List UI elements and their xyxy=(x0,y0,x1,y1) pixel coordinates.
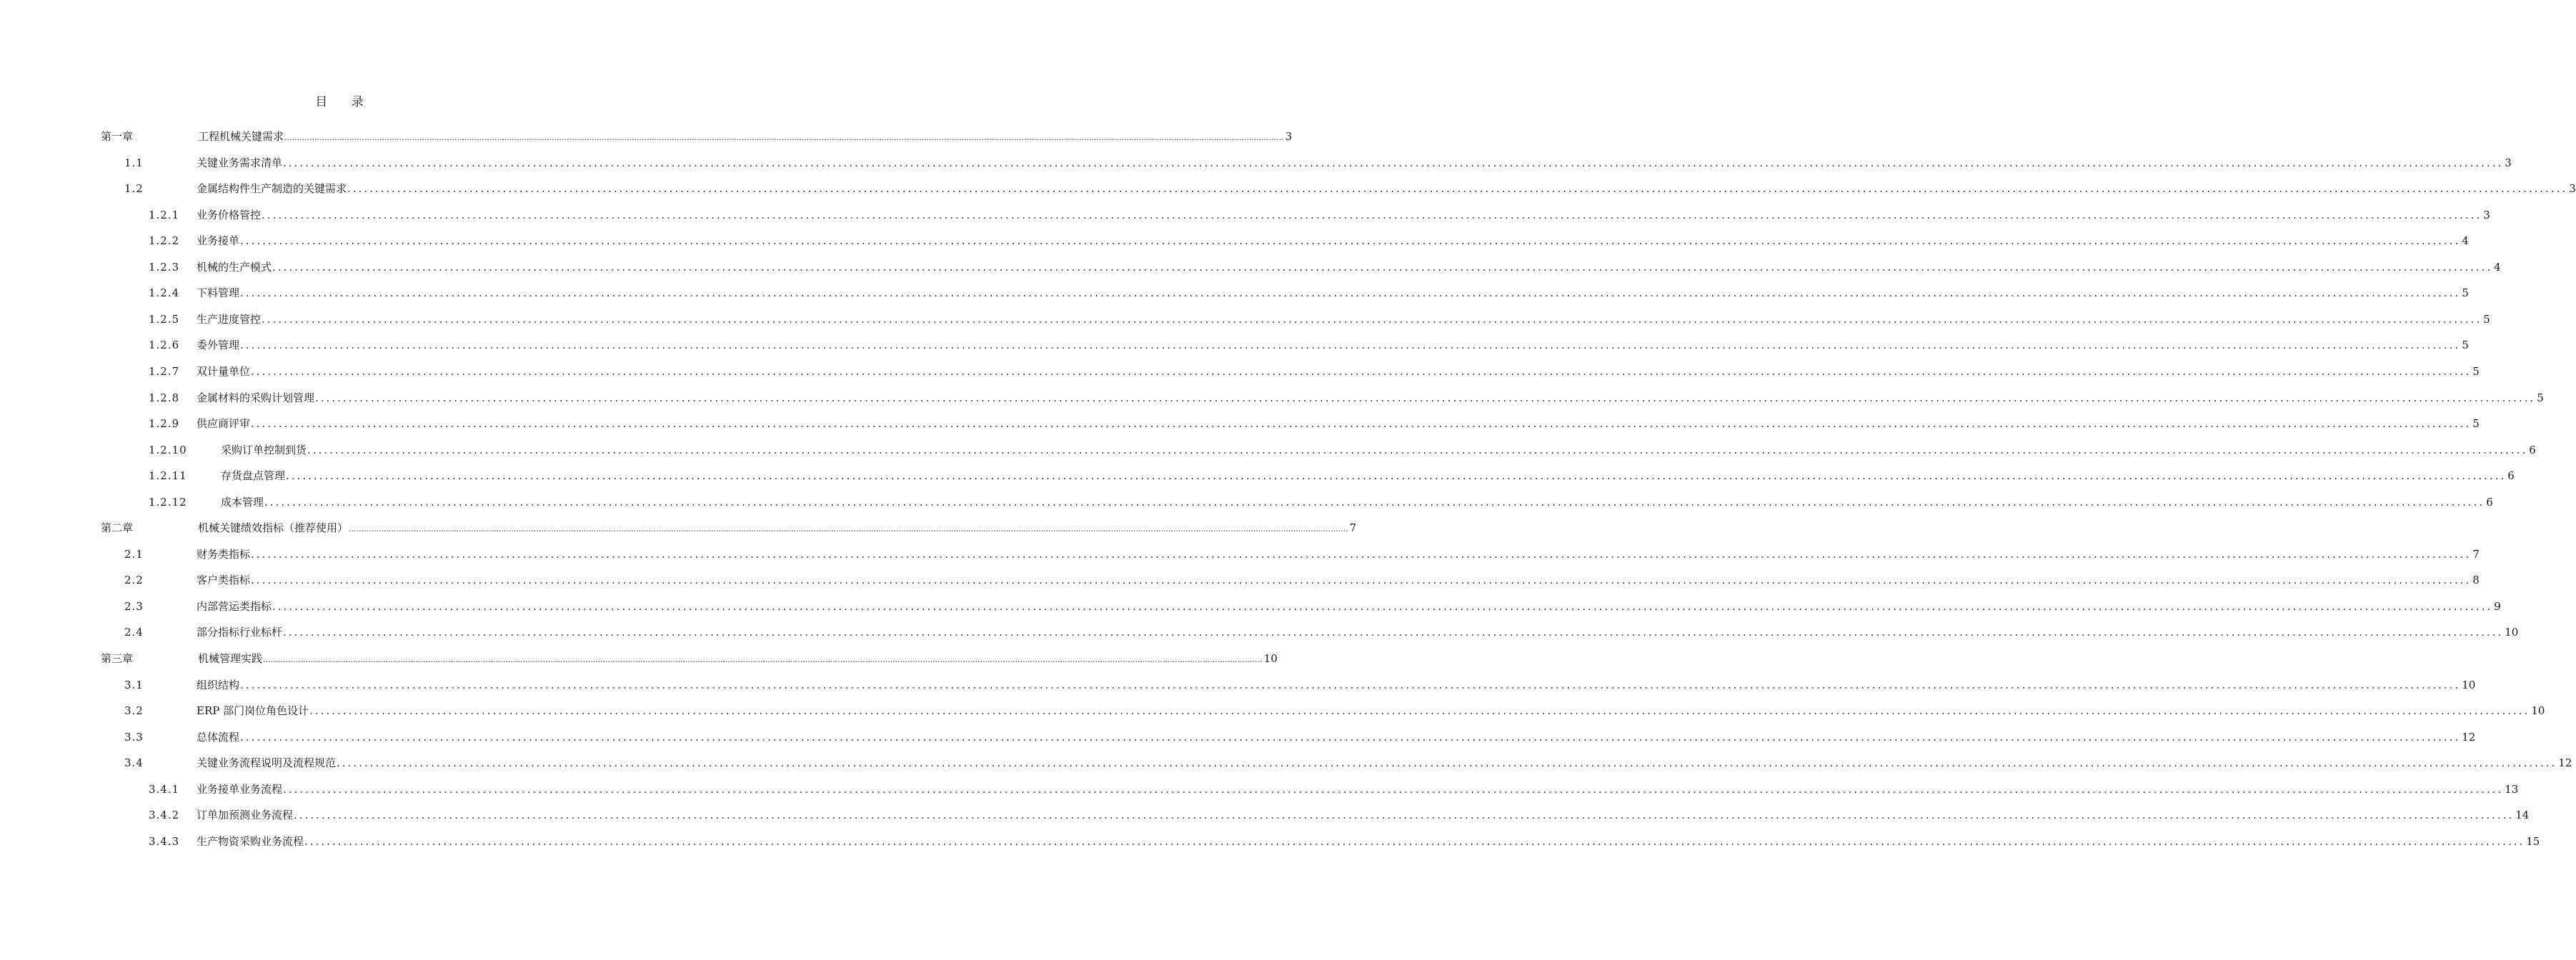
toc-entry[interactable] xyxy=(0,466,2515,485)
dot-leader: ................................................................................................................................................................................................................................................................................................................................................................................................................ xyxy=(337,756,2557,770)
dot-leader: ................................................................................................................................................................................................................................................................................................................................................................................................................ xyxy=(272,599,2493,613)
toc-entry-number: 1.2.11 xyxy=(149,469,187,483)
toc-entry-number: 3.4.1 xyxy=(149,782,180,796)
toc-entry-label: 机械的生产模式 xyxy=(197,260,272,274)
toc-entry-number: 第二章 xyxy=(101,521,134,535)
dot-leader: ................................................................................................................................................................................................................................................................................................................................................................................................................ xyxy=(284,133,1284,142)
toc-entry[interactable] xyxy=(0,649,1278,668)
toc-entry-number: 1.2.2 xyxy=(149,234,180,248)
dot-leader: ................................................................................................................................................................................................................................................................................................................................................................................................................ xyxy=(349,524,1348,534)
toc-entry-label: 生产物资采购业务流程 xyxy=(197,834,304,848)
toc-entry[interactable] xyxy=(0,127,1293,146)
toc-entry-number: 3.4.2 xyxy=(149,809,180,822)
toc-entry-label: 业务接单业务流程 xyxy=(197,782,283,796)
toc-entry-page: 10 xyxy=(2531,704,2545,718)
toc-entry-page: 4 xyxy=(2462,234,2469,248)
dot-leader: ................................................................................................................................................................................................................................................................................................................................................................................................................ xyxy=(240,678,2461,691)
toc-entry[interactable] xyxy=(0,258,2501,276)
toc-entry-label: 机械管理实践 xyxy=(198,652,263,665)
toc-entry-number: 2.4 xyxy=(124,626,144,639)
toc-entry[interactable] xyxy=(0,597,2501,616)
toc-entry[interactable] xyxy=(0,231,2469,250)
dot-leader: ................................................................................................................................................................................................................................................................................................................................................................................................................ xyxy=(263,655,1263,664)
toc-entry-label: 订单加预测业务流程 xyxy=(197,809,294,822)
toc-entry-number: 1.2.1 xyxy=(149,208,180,221)
toc-entry-label: 金属材料的采购计划管理 xyxy=(197,391,315,404)
toc-entry-label: 内部营运类指标 xyxy=(197,599,272,613)
toc-entry-number: 1.1 xyxy=(124,156,144,169)
toc-entry[interactable] xyxy=(0,493,2493,511)
toc-entry[interactable] xyxy=(0,623,2519,641)
dot-leader: ................................................................................................................................................................................................................................................................................................................................................................................................................ xyxy=(286,469,2507,483)
toc-entry-page: 5 xyxy=(2462,339,2469,352)
toc-entry-page: 5 xyxy=(2462,286,2469,300)
dot-leader: ................................................................................................................................................................................................................................................................................................................................................................................................................ xyxy=(251,364,2472,378)
dot-leader: ................................................................................................................................................................................................................................................................................................................................................................................................................ xyxy=(283,626,2504,639)
toc-entry[interactable] xyxy=(0,362,2480,381)
toc-entry-page: 12 xyxy=(2558,756,2572,770)
toc-entry[interactable] xyxy=(0,832,2540,851)
toc-entry-number: 2.3 xyxy=(124,599,144,613)
dot-leader: ................................................................................................................................................................................................................................................................................................................................................................................................................ xyxy=(283,782,2504,796)
toc-entry-page: 14 xyxy=(2515,809,2530,822)
toc-entry[interactable] xyxy=(0,519,1357,537)
toc-entry-number: 1.2.10 xyxy=(149,443,187,456)
toc-entry-page: 7 xyxy=(2472,547,2480,561)
dot-leader: ................................................................................................................................................................................................................................................................................................................................................................................................................ xyxy=(240,234,2461,248)
toc-entry-page: 3 xyxy=(1285,130,1293,143)
dot-leader: ................................................................................................................................................................................................................................................................................................................................................................................................................ xyxy=(251,574,2472,587)
toc-entry-label: 业务价格管控 xyxy=(197,208,262,221)
dot-leader: ................................................................................................................................................................................................................................................................................................................................................................................................................ xyxy=(304,834,2525,848)
toc-entry-label: 客户类指标 xyxy=(197,574,251,587)
toc-entry-label: 关键业务需求清单 xyxy=(197,156,283,169)
toc-entry-number: 1.2.7 xyxy=(149,364,180,378)
toc-entry-page: 10 xyxy=(1263,652,1278,665)
dot-leader: ................................................................................................................................................................................................................................................................................................................................................................................................................ xyxy=(240,286,2461,300)
toc-entry-number: 1.2.5 xyxy=(149,312,180,326)
toc-entry[interactable] xyxy=(0,284,2469,302)
toc-entry[interactable] xyxy=(0,754,2572,772)
toc-entry-label: 总体流程 xyxy=(197,730,240,744)
toc-entry[interactable] xyxy=(0,806,2530,824)
toc-entry-page: 15 xyxy=(2526,834,2540,848)
toc-entry-number: 1.2.3 xyxy=(149,260,180,274)
toc-entry-number: 1.2 xyxy=(124,182,144,196)
toc-entry-label: 采购订单控制到货 xyxy=(221,443,307,456)
toc-entry-number: 1.2.8 xyxy=(149,391,180,404)
toc-entry-page: 6 xyxy=(2486,495,2493,509)
toc-entry-page: 9 xyxy=(2494,599,2501,613)
toc-entry-label: 成本管理 xyxy=(221,495,264,509)
toc-entry-label: 供应商评审 xyxy=(197,417,251,431)
toc-entry[interactable] xyxy=(0,780,2519,799)
dot-leader: ................................................................................................................................................................................................................................................................................................................................................................................................................ xyxy=(240,339,2461,352)
toc-entry-page: 12 xyxy=(2462,730,2476,744)
toc-entry[interactable] xyxy=(0,389,2544,407)
toc-entry-page: 4 xyxy=(2494,260,2501,274)
dot-leader: ................................................................................................................................................................................................................................................................................................................................................................................................................ xyxy=(315,391,2536,404)
toc-entry-label: 财务类指标 xyxy=(197,547,251,561)
toc-entry[interactable] xyxy=(0,571,2480,589)
dot-leader: ................................................................................................................................................................................................................................................................................................................................................................................................................ xyxy=(283,156,2504,169)
dot-leader: ................................................................................................................................................................................................................................................................................................................................................................................................................ xyxy=(262,208,2482,221)
toc-entry-page: 7 xyxy=(1349,521,1357,535)
toc-entry[interactable] xyxy=(0,701,2545,720)
toc-entry-number: 2.2 xyxy=(124,574,144,587)
toc-entry-page: 10 xyxy=(2462,678,2476,691)
dot-leader: ................................................................................................................................................................................................................................................................................................................................................................................................................ xyxy=(294,809,2515,822)
toc-entry-page: 3 xyxy=(2569,182,2576,196)
dot-leader: ................................................................................................................................................................................................................................................................................................................................................................................................................ xyxy=(347,182,2568,196)
toc-entry-page: 5 xyxy=(2483,312,2490,326)
toc-entry-label: 委外管理 xyxy=(197,339,240,352)
toc-entry[interactable] xyxy=(0,441,2536,459)
toc-entry-number: 3.2 xyxy=(124,704,144,718)
toc-entry-label: 存货盘点管理 xyxy=(221,469,286,483)
toc-entry-page: 10 xyxy=(2505,626,2519,639)
dot-leader: ................................................................................................................................................................................................................................................................................................................................................................................................................ xyxy=(262,312,2482,326)
toc-entry-number: 1.2.6 xyxy=(149,339,180,352)
toc-entry-label: 组织结构 xyxy=(197,678,240,691)
toc-entry[interactable] xyxy=(0,179,2576,198)
toc-entry[interactable] xyxy=(0,206,2490,224)
toc-entry-label: 工程机械关键需求 xyxy=(198,130,284,143)
toc-entry[interactable] xyxy=(0,414,2480,433)
dot-leader: ................................................................................................................................................................................................................................................................................................................................................................................................................ xyxy=(251,417,2472,431)
toc-entry[interactable] xyxy=(0,310,2490,329)
toc-entry-number: 3.1 xyxy=(124,678,144,691)
toc-entry[interactable] xyxy=(0,154,2512,172)
toc-entry-number: 1.2.9 xyxy=(149,417,180,431)
toc-entry[interactable] xyxy=(0,676,2476,694)
toc-entry-page: 3 xyxy=(2505,156,2512,169)
toc-entry-number: 第三章 xyxy=(101,652,134,665)
toc-entry[interactable] xyxy=(0,545,2480,564)
toc-entry-label: 部分指标行业标杆 xyxy=(197,626,283,639)
toc-entry-label: ERP 部门岗位角色设计 xyxy=(197,704,309,718)
toc-entry-page: 6 xyxy=(2529,443,2536,456)
toc-entry-page: 8 xyxy=(2472,574,2480,587)
toc-entry-number: 3.4 xyxy=(124,756,144,770)
toc-entry-page: 5 xyxy=(2537,391,2544,404)
dot-leader: ................................................................................................................................................................................................................................................................................................................................................................................................................ xyxy=(251,547,2472,561)
dot-leader: ................................................................................................................................................................................................................................................................................................................................................................................................................ xyxy=(307,443,2528,456)
toc-entry-label: 业务接单 xyxy=(197,234,240,248)
toc-entry-label: 下料管理 xyxy=(197,286,240,300)
dot-leader: ................................................................................................................................................................................................................................................................................................................................................................................................................ xyxy=(272,260,2493,274)
toc-entry-label: 金属结构件生产制造的关键需求 xyxy=(197,182,347,196)
toc-entry-label: 双计量单位 xyxy=(197,364,251,378)
dot-leader: ................................................................................................................................................................................................................................................................................................................................................................................................................ xyxy=(309,704,2530,718)
toc-entry[interactable] xyxy=(0,728,2476,746)
toc-entry-number: 3.4.3 xyxy=(149,834,180,848)
toc-entry-page: 5 xyxy=(2472,364,2480,378)
dot-leader: ................................................................................................................................................................................................................................................................................................................................................................................................................ xyxy=(264,495,2485,509)
toc-entry-page: 3 xyxy=(2483,208,2490,221)
toc-entry-label: 生产进度管控 xyxy=(197,312,262,326)
toc-entry-page: 6 xyxy=(2507,469,2515,483)
toc-entry-number: 2.1 xyxy=(124,547,144,561)
toc-entry-label: 关键业务流程说明及流程规范 xyxy=(197,756,337,770)
dot-leader: ................................................................................................................................................................................................................................................................................................................................................................................................................ xyxy=(240,730,2461,744)
toc-entry-number: 1.2.4 xyxy=(149,286,180,300)
toc-entry-page: 13 xyxy=(2505,782,2519,796)
toc-entry-number: 1.2.12 xyxy=(149,495,187,509)
toc-entry-number: 第一章 xyxy=(101,130,134,143)
toc-entry-page: 5 xyxy=(2472,417,2480,431)
toc-entry[interactable] xyxy=(0,336,2469,354)
toc-entry-label: 机械关键绩效指标（推荐使用） xyxy=(198,521,349,535)
toc-entry-number: 3.3 xyxy=(124,730,144,744)
toc-title: 目 录 xyxy=(315,95,374,109)
